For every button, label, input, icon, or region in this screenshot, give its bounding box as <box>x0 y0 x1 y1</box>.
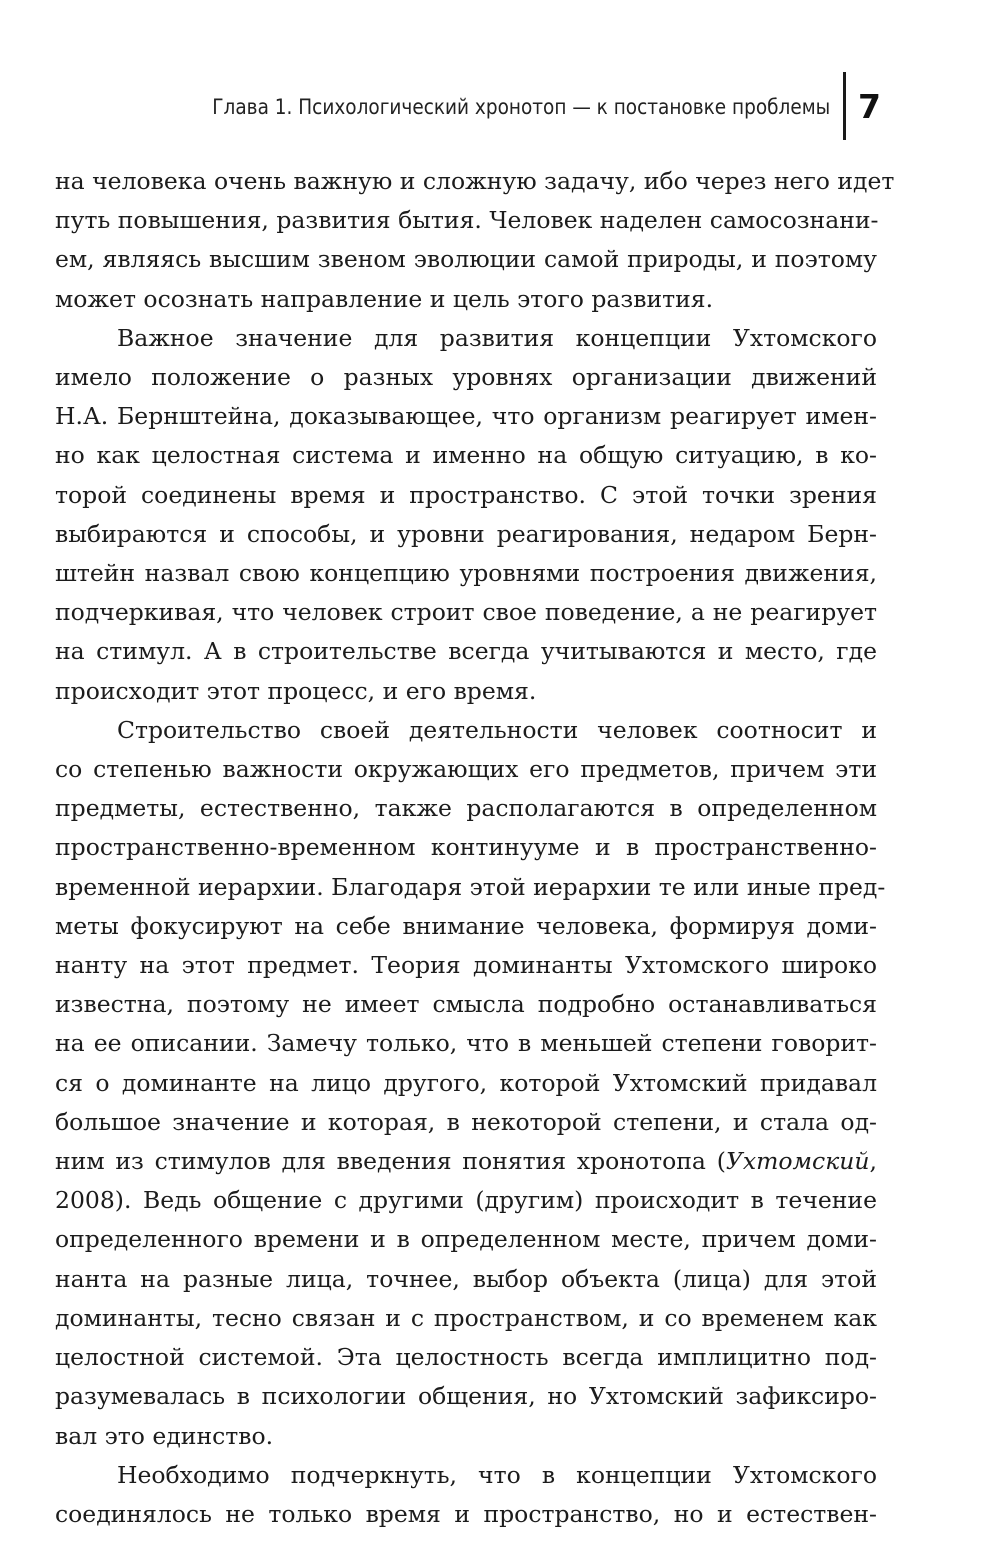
text-line: разумевалась в психологии общения, но Ухтомский зафиксиро- <box>55 1382 877 1411</box>
text-line: меты фокусируют на себе внимание человека, формируя доми- <box>55 911 877 940</box>
text-line: определенного времени и в определенном месте, причем доми- <box>55 1225 877 1254</box>
text-line: соединялось не только время и пространство, но и естествен- <box>55 1499 877 1528</box>
text-line: со степенью важности окружающих его предметов, причем эти <box>55 755 877 784</box>
text-line: доминанты, тесно связан и с пространством, и со временем как <box>55 1303 877 1332</box>
text-line: большое значение и которая, в некоторой степени, и стала од- <box>55 1107 877 1136</box>
text-line: временной иерархии. Благодаря этой иерархии те или иные пред- <box>55 872 886 901</box>
text-line: Н.А. Бернштейна, доказывающее, что организм реагирует имен- <box>55 402 877 431</box>
text-segment: ним из стимулов для введения понятия хронотопа ( <box>55 1147 726 1176</box>
page-number: 7 <box>858 87 881 126</box>
text-line: происходит этот процесс, и его время. <box>55 676 537 705</box>
text-line: ся о доминанте на лицо другого, которой Ухтомский придавал <box>55 1068 877 1097</box>
text-line: вал это единство. <box>55 1421 274 1450</box>
text-line: пространственно-временном континууме и в пространственно- <box>55 833 877 862</box>
text-line: нанта на разные лица, точнее, выбор объекта (лица) для этой <box>55 1264 877 1293</box>
running-header <box>0 72 1000 142</box>
text-line: имело положение о разных уровнях организации движений <box>55 363 877 392</box>
chapter-title: Глава 1. Психологический хронотоп — к постановке проблемы <box>212 95 830 119</box>
text-line: торой соединены время и пространство. С этой точки зрения <box>55 480 877 509</box>
text-line: на ее описании. Замечу только, что в меньшей степени говорит- <box>55 1029 877 1058</box>
text-segment: , <box>869 1147 877 1176</box>
text-line: путь повышения, развития бытия. Человек наделен самосознани- <box>55 206 879 235</box>
text-line: выбираются и способы, и уровни реагирования, недаром Берн- <box>55 519 877 548</box>
text-line: Необходимо подчеркнуть, что в концепции Ухтомского <box>117 1460 877 1489</box>
header-divider <box>843 72 846 140</box>
text-line: на стимул. А в строительстве всегда учитываются и место, где <box>55 637 877 666</box>
text-line: ем, являясь высшим звеном эволюции самой природы, и поэтому <box>55 245 877 274</box>
text-line: может осознать направление и цель этого развития. <box>55 284 714 313</box>
text-line: Важное значение для развития концепции Ухтомского <box>117 323 877 352</box>
text-line: Строительство своей деятельности человек соотносит и <box>117 715 877 744</box>
text-line: нанту на этот предмет. Теория доминанты Ухтомского широко <box>55 951 877 980</box>
text-line: штейн назвал свою концепцию уровнями построения движения, <box>55 559 877 588</box>
text-line: но как целостная система и именно на общую ситуацию, в ко- <box>55 441 877 470</box>
text-line: целостной системой. Эта целостность всегда имплицитно под- <box>55 1343 877 1372</box>
text-line: подчеркивая, что человек строит свое поведение, а не реагирует <box>55 598 877 627</box>
text-line: предметы, естественно, также располагаются в определенном <box>55 794 877 823</box>
text-line-with-citation <box>55 1142 877 1181</box>
text-line: на человека очень важную и сложную задачу, ибо через него идет <box>55 167 895 195</box>
body-text <box>55 162 895 1534</box>
text-line: известна, поэтому не имеет смысла подробно останавливаться <box>55 990 877 1019</box>
text-line: 2008). Ведь общение с другими (другим) происходит в течение <box>55 1186 877 1215</box>
italic-author-name: Ухтомский <box>725 1147 870 1176</box>
